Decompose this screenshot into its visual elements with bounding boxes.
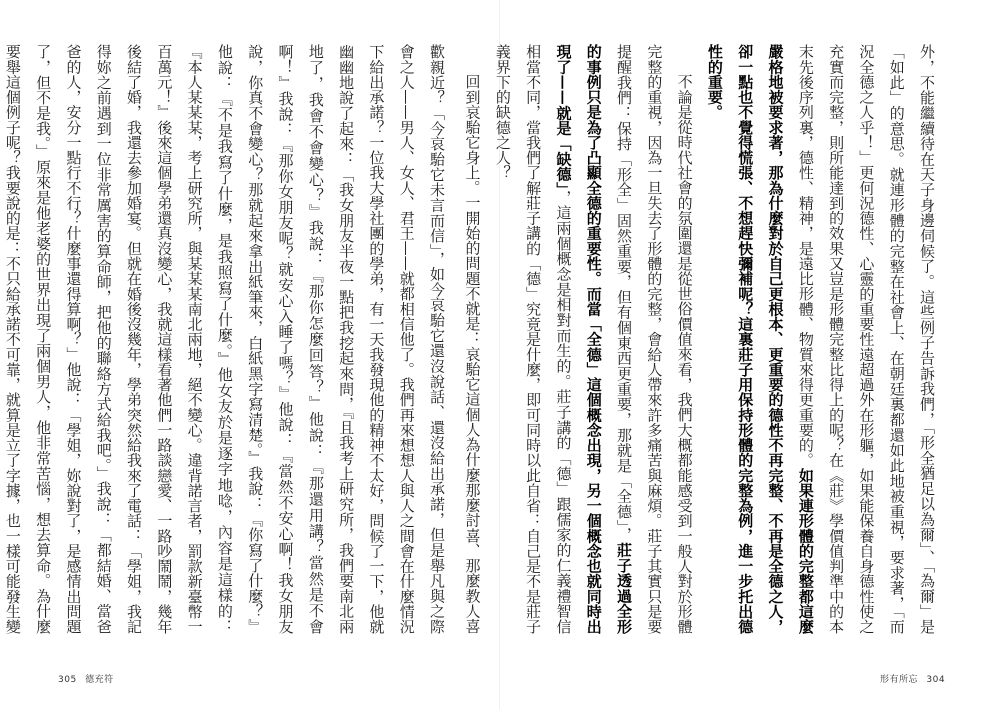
right-page [463, 44, 942, 635]
right-footer [880, 672, 945, 685]
left-page [3, 44, 452, 634]
right-running-head: 形有所忘 [880, 675, 919, 685]
paragraph [457, 44, 487, 634]
body-text: 回到哀駘它身上。一開始的問題不就是：哀駘它這個人為什麼那麼討喜、那麼教人喜 [463, 74, 482, 634]
paragraph [700, 44, 942, 634]
paragraph [488, 44, 700, 634]
right-page-text [463, 44, 942, 635]
left-page-text [3, 44, 452, 634]
emphasized-text: 莊子透過全形的事例只是為了凸顯全德的重要性。而當「全德」這個概念出現，另一個概念也就同時出現了——就是「缺德」 [554, 44, 634, 634]
left-running-head: 德充符 [85, 675, 114, 685]
left-footer [58, 672, 114, 685]
body-text: ，這兩個概念是相對而生的。莊子講的「德」跟儒家的仁義禮智信相當不同，當我們了解莊子講的「德」究竟是什麼，即可同時以此自省：自己是不是莊子義界下的缺德之人？ [493, 44, 573, 635]
emphasized-text: 如果連形體的完整都這麼嚴格地被要求著，那為什麼對於自己更根本、更重要的德性不再完整、不再是全德之人，卻一點也不覺得慌張、不想趕快彌補呢？這裏莊子用保持形體的完整為例，進一步托出德性的重要。 [705, 44, 815, 634]
left-page-number: 305 [58, 675, 77, 685]
right-page-number: 304 [926, 675, 946, 685]
body-text: 歡親近？「今哀駘它未言而信」，如今哀駘它還沒說話、還沒給出承諾，但是舉凡與之際會之人——男人、女人、君王——就都相信他了。我們再來想想人與人之間會在什麼情況下給出承諾？一位我大學社團的學弟，有一天我發現他的精神不太好，問候了一下，他就幽幽地說了起來：「我女朋友半夜一點把我挖起來問，『且我考上研究所，我們要南北兩地了，我會不會變心？』我說：『那你怎麼回答？』他說：『那還用講？當然是不會啊！』我說：『那你女朋友呢？就安心入睡了嗎？』他說：『當然不安心啊！我女朋友說，你真不會變心？那就起來拿出紙筆來，白紙黑字寫清楚。』我說：『你寫了什麼？』他說：『不是我寫了什麼，是我照寫了什麼。』他女友於是逐字地唸，內容是這樣的：『本人某某某，考上研究所，與某某某南北兩地，絕不變心。違背諾言者，罰款新臺幣一百萬元！』後來這個學弟還真沒變心，我就這樣看著他們一路談戀愛、一路吵鬧鬧，幾年後結了婚，我還去參加婚宴。但就在婚後沒幾年，學弟突然給我來了電話：「學姐，我記得妳之前遇到一位非常厲害的算命師，把他的聯絡方式給我吧。」我說：「都結婚、當爸爸的人，安分一點行不行？什麼事還得算啊？」他說：「學姐，妳說對了，是感情出問題了，但不是我。」原來是他老婆的世界出現了兩個男人，他非常苦惱，想去算命。為什麼要舉這個例子呢？我要說的是：不只給承諾不可靠，就算是立了字據，也一樣可能發生變 [3, 44, 446, 634]
paragraph [0, 44, 452, 634]
body-text: 不論是從時代社會的氛圍還是從世俗價值來看，我們大概都能感受到一般人對於形體完整的重視，因為一旦失去了形體的完整，會給人帶來許多痛苦與麻煩。莊子其實只是要提醒我們：保持「形全」固然重要，但有個東西更重要，那就是「全德」， [615, 44, 694, 634]
body-text: 外，不能繼續待在天子身邊伺候了。這些例子告訴我們，「形全猶足以為爾」、「為爾」是「如此」的意思。就連形體的完整在社會上、在朝廷裏都還如此地被重視，要求著，「而況全德之人乎！」更何況德性、心靈的重要性遠超過外在形軀，如果能保養自身德性使之充實而完整，則所能達到的效果又豈是形體完整比得上的呢？在《莊》學價值判準中的本末先後序列裏，德性、精神，是遠比形體、物質來得更重要的。 [796, 44, 936, 634]
